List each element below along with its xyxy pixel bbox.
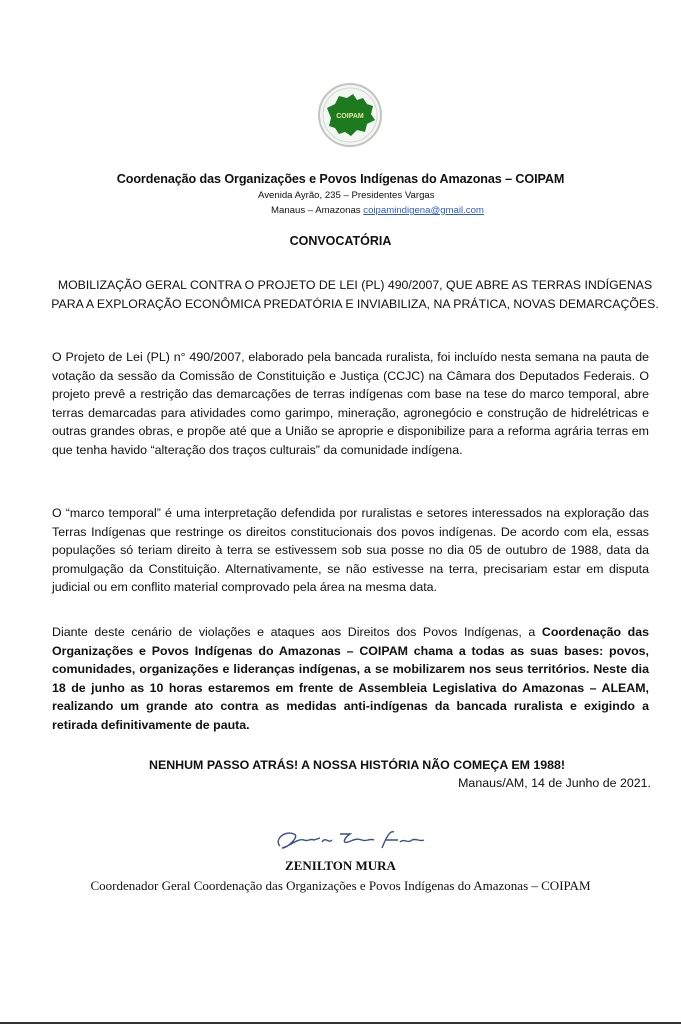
address-line-2: [271, 205, 484, 216]
signer-role: Coordenador Geral Coordenação das Organizações e Povos Indígenas do Amazonas – COIPAM: [90, 878, 591, 893]
place-date: Manaus/AM, 14 de Junho de 2021.: [458, 776, 651, 790]
paragraph-3: [52, 623, 649, 735]
paragraph-2: O “marco temporal” é uma interpretação defendida por ruralistas e setores interessados na exploração das Terras Indígenas que restringe os direitos constitucionais dos povos indígenas. De acordo com ela, essas populações só teriam direito à terra se estivessem sob sua posse no dia 05 de outubro de 1988, data da promulgação da Constituição. Alternativamente, se não estivesse na terra, precisariam estar em disputa judicial ou em conflito material comprovado pela área na mesma data.: [52, 506, 649, 595]
logo-text: COIPAM: [336, 113, 364, 120]
document-subtitle: MOBILIZAÇÃO GERAL CONTRA O PROJETO DE LEI (PL) 490/2007, QUE ABRE AS TERRAS INDÍGENAS PARA A EXPLORAÇÃO ECONÔMICA PREDATÓRIA E INVIABILIZA, NA PRÁTICA, NOVAS DEMARCAÇÕES.: [51, 278, 659, 311]
paragraph-3-call-to-action: Coordenação das Organizações e Povos Indígenas do Amazonas – COIPAM chama a todas as suas bases: povos, comunidades, organizações e lideranças indígenas, a se mobilizarem nos seus territórios. Neste dia 18 de junho as 10 horas estaremos em frente de Assembleia Legislativa do Amazonas – ALEAM, realizando um grande ato contra as medidas anti-indígenas da bancada ruralista e exigindo a retirada definitivamente de pauta.: [52, 625, 649, 732]
paragraph-1: O Projeto de Lei (PL) n° 490/2007, elaborado pela bancada ruralista, foi incluído nesta semana na pauta de votação da sessão da Comissão de Constituição e Justiça (CCJC) na Câmara dos Deputados Federais. O projeto prevê a restrição das demarcações de terras indígenas com base na tese do marco temporal, abre terras demarcadas para atividades como garimpo, mineração, agronegócio e construção de hidrelétricas e outras grandes obras, e propõe até que a União se aproprie e disponibilize para a reforma agrária terras em que tenha havido “alteração dos traços culturais” da comunidade indígena.: [52, 350, 649, 457]
address-line-1: Avenida Ayrão, 235 – Presidentes Vargas: [258, 190, 435, 201]
organization-title: Coordenação das Organizações e Povos Indígenas do Amazonas – COIPAM: [116, 172, 565, 186]
handwritten-signature: [270, 818, 430, 858]
signer-name: ZENILTON MURA: [285, 858, 396, 873]
address-city: Manaus – Amazonas: [271, 205, 364, 216]
paragraph-3-intro: Diante deste cenário de violações e ataques aos Direitos dos Povos Indígenas, a: [52, 625, 542, 639]
slogan: NENHUM PASSO ATRÁS! A NOSSA HISTÓRIA NÃO COMEÇA EM 1988!: [149, 758, 566, 772]
email-link[interactable]: coipamindigena@gmail.com: [363, 205, 484, 216]
coipam-logo: [317, 82, 383, 148]
document-heading: CONVOCATÓRIA: [289, 234, 392, 248]
